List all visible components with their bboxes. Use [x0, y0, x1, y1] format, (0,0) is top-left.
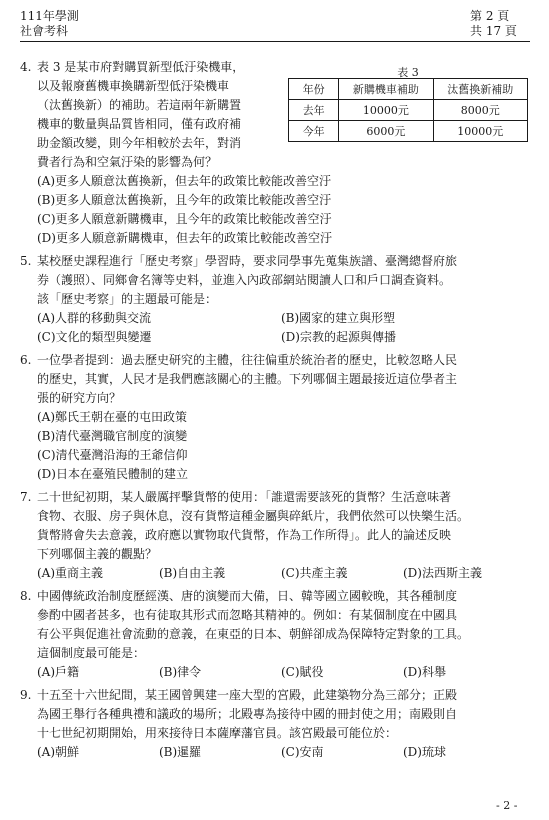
option-b: (B)更多人願意汰舊換新，且今年的政策比較能改善空汙	[37, 193, 332, 207]
question-6	[20, 351, 530, 484]
question-number: 9.	[20, 688, 32, 702]
table-caption: 表 3	[397, 66, 419, 79]
option-c: (C)共產主義	[281, 566, 348, 580]
option-d: (D)日本在臺殖民體制的建立	[37, 467, 188, 481]
question-line: 中國傳統政治制度歷經漢、唐的演變而大備，日、韓等國立國較晚，其各種制度	[37, 589, 458, 603]
table-header: 年份	[289, 79, 339, 100]
option-a: (A)朝鮮	[37, 745, 80, 759]
option-a: (A)更多人願意汰舊換新，但去年的政策比較能改善空汙	[37, 174, 332, 188]
table-cell: 今年	[289, 121, 339, 142]
question-line: 券（護照）、同鄉會名簿等史料，並進入內政部網站閱讀人口和戶口調查資料。	[37, 273, 452, 287]
option-d: (D)琉球	[403, 745, 446, 759]
question-7	[20, 488, 530, 583]
question-line: （汰舊換新）的補助。若這兩年新購置	[37, 98, 242, 112]
header-divider	[20, 41, 530, 42]
option-c: (C)文化的類型與變遷	[37, 330, 152, 344]
option-b: (B)暹羅	[159, 745, 202, 759]
question-number: 5.	[20, 254, 32, 268]
question-5	[20, 252, 530, 347]
table-cell: 去年	[289, 100, 339, 121]
question-8	[20, 587, 530, 682]
option-a: (A)人群的移動與交流	[37, 311, 152, 325]
question-line: 為國王舉行各種典禮和議政的場所；北殿專為接待中國的冊封使之用；南殿則自	[37, 707, 458, 721]
question-9	[20, 686, 530, 762]
question-line: 這個制度最可能是：	[37, 646, 146, 660]
option-b: (B)國家的建立與形塑	[281, 311, 396, 325]
question-number: 6.	[20, 353, 32, 367]
question-line: 助金額改變，則今年相較於去年，對消	[37, 136, 242, 150]
table-cell: 8000元	[433, 100, 527, 121]
question-line: 貨幣將會失去意義，政府應以實物取代貨幣，作為工作所得」。此人的論述反映	[37, 528, 452, 542]
question-line: 有公平與促進社會流動的意義，在東亞的日本、朝鮮卻成為保障特定對象的工具。	[37, 627, 470, 641]
question-line: 張的研究方向？	[37, 391, 122, 405]
option-a: (A)重商主義	[37, 566, 104, 580]
question-line: 以及報廢舊機車換購新型低汙染機車	[37, 79, 230, 93]
question-line: 二十世紀初期，某人嚴厲抨擊貨幣的使用：「誰還需要該死的貨幣？生活意味著	[37, 490, 452, 504]
table-cell: 10000元	[339, 100, 433, 121]
option-d: (D)法西斯主義	[403, 566, 482, 580]
question-number: 8.	[20, 589, 32, 603]
table-cell: 10000元	[433, 121, 527, 142]
option-a: (A)戶籍	[37, 665, 80, 679]
table-header: 汰舊換新補助	[433, 79, 527, 100]
question-line: 的歷史，其實，人民才是我們應該關心的主體。下列哪個主題最接近這位學者主	[37, 372, 458, 386]
option-d: (D)科舉	[403, 665, 446, 679]
question-line: 十七世紀初期開始，用來接待日本薩摩藩官員。該宮殿最可能位於：	[37, 726, 398, 740]
page-number: 第 2 頁	[470, 9, 510, 23]
question-number: 7.	[20, 490, 32, 504]
option-b: (B)律令	[159, 665, 202, 679]
question-line: 十五至十六世紀間，某王國曾興建一座大型的宮殿，此建築物分為三部分；正殿	[37, 688, 458, 702]
question-line: 機車的數量與品質皆相同，僅有政府補	[37, 117, 242, 131]
table-header: 新購機車補助	[339, 79, 433, 100]
question-number: 4.	[20, 60, 32, 74]
page-total: 共 17 頁	[470, 24, 517, 38]
option-b: (B)自由主義	[159, 566, 226, 580]
option-b: (B)清代臺灣職官制度的演變	[37, 429, 188, 443]
option-c: (C)更多人願意新購機車，且今年的政策比較能改善空汙	[37, 212, 332, 226]
subsidy-table	[288, 78, 528, 142]
question-line: 表 3 是某市府對購買新型低汙染機車，	[37, 60, 245, 74]
option-d: (D)更多人願意新購機車，但去年的政策比較能改善空汙	[37, 231, 332, 245]
table-header-row	[289, 79, 528, 100]
exam-year: 111年學測	[20, 9, 79, 23]
table-row	[289, 121, 528, 142]
question-line: 參酌中國者甚多，也有徒取其形式而忽略其精神的。例如：有某個制度在中國具	[37, 608, 458, 622]
question-line: 一位學者提到：過去歷史研究的主體，往往偏重於統治者的歷史，比較忽略人民	[37, 353, 458, 367]
option-c: (C)安南	[281, 745, 324, 759]
question-line: 某校歷史課程進行「歷史考察」學習時，要求同學事先蒐集族譜、臺灣總督府旅	[37, 254, 458, 268]
question-line: 下列哪個主義的觀點？	[37, 547, 158, 561]
table-cell: 6000元	[339, 121, 433, 142]
option-c: (C)清代臺灣沿海的王爺信仰	[37, 448, 188, 462]
question-line: 食物、衣服、房子與休息，沒有貨幣這種金屬與碎紙片，我們依然可以快樂生活。	[37, 509, 470, 523]
table-row	[289, 100, 528, 121]
option-c: (C)賦役	[281, 665, 324, 679]
subject-name: 社會考科	[20, 24, 69, 38]
footer-page-number: - 2 -	[496, 799, 518, 812]
option-d: (D)宗教的起源與傳播	[281, 330, 396, 344]
question-line: 該「歷史考察」的主題最可能是：	[37, 292, 218, 306]
option-a: (A)鄭氏王朝在臺的屯田政策	[37, 410, 188, 424]
question-line: 費者行為和空氣汙染的影響為何？	[37, 155, 218, 169]
